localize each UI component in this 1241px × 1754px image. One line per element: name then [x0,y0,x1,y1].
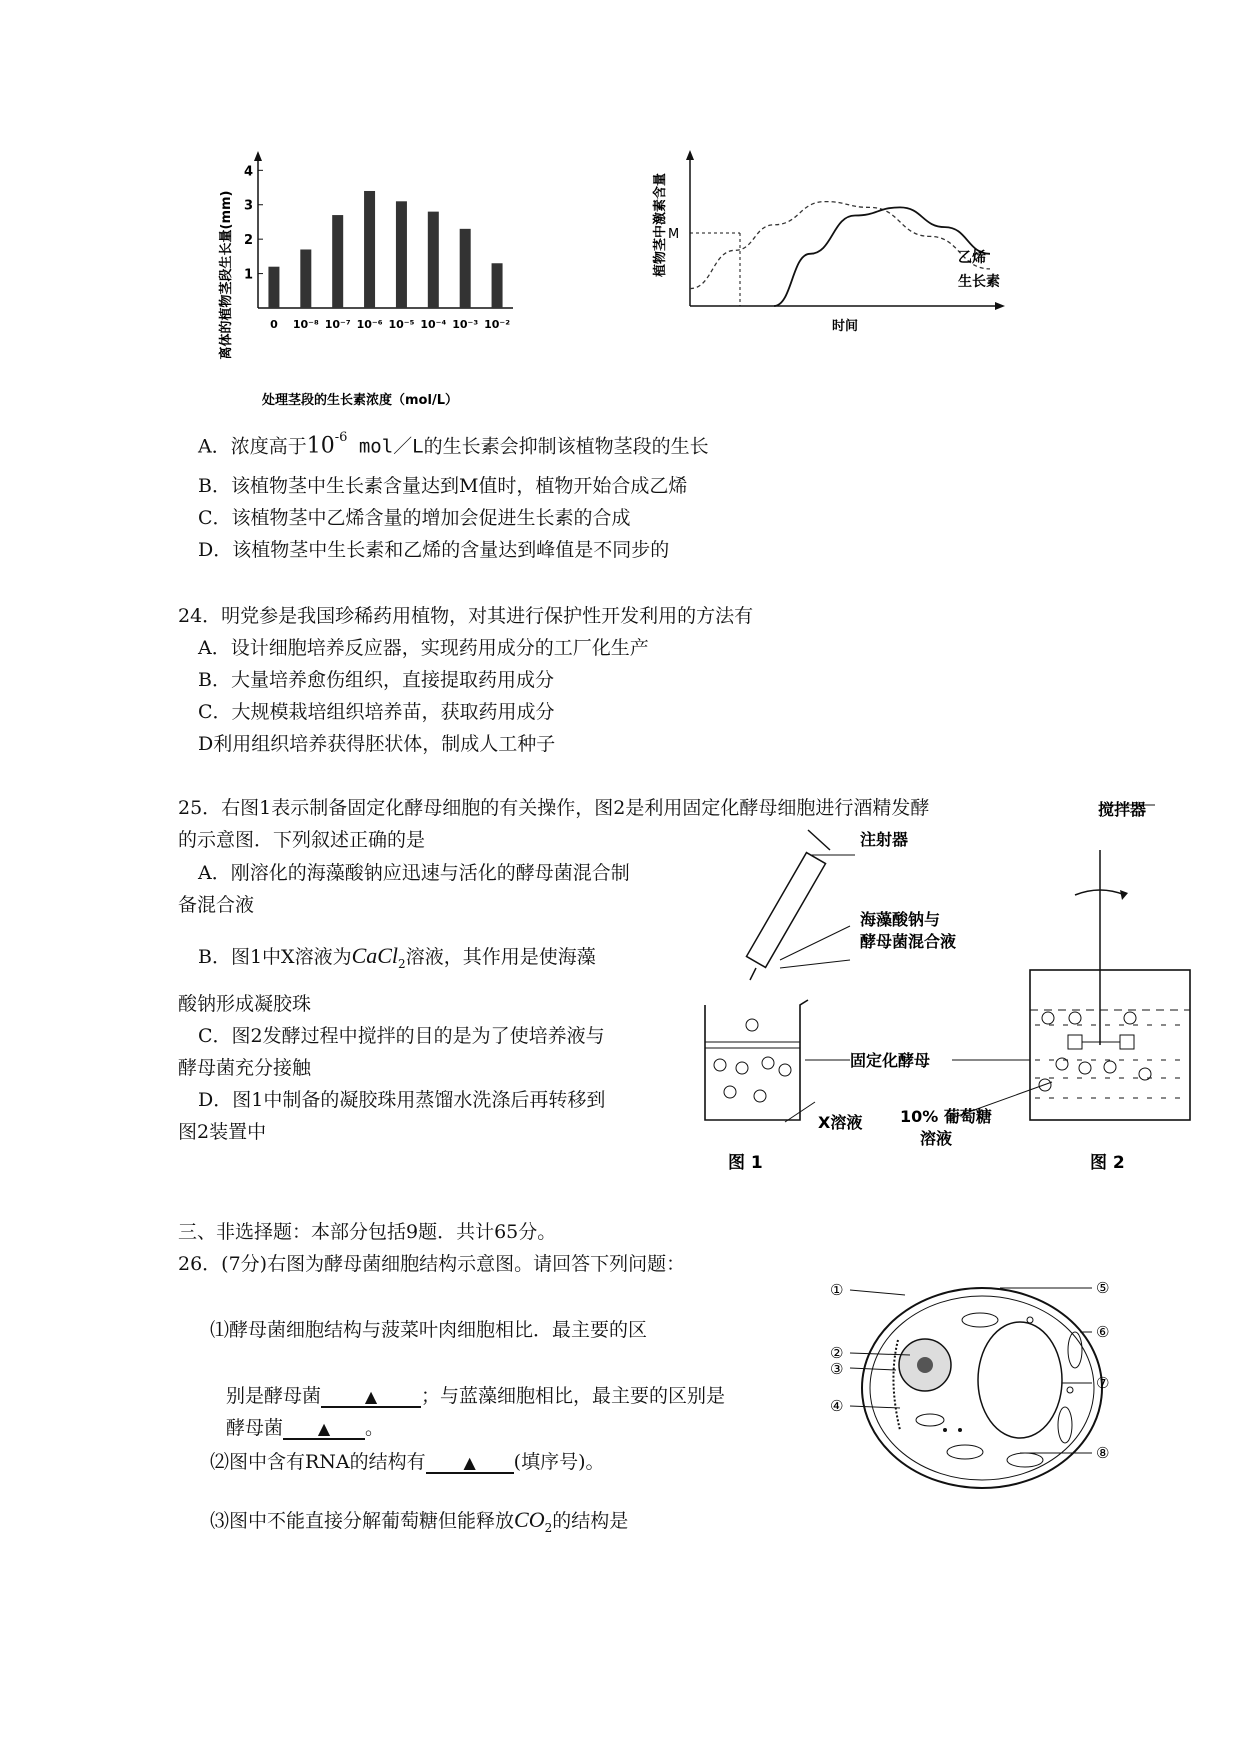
bar [396,201,407,308]
power-base: 10 [306,433,335,459]
label-mix-line1: 海藻酸钠与 [860,910,941,929]
bar [492,263,503,308]
answer-blank-2[interactable]: ▲ [283,1420,365,1440]
series-label-ethylene: 乙烯 [958,250,986,266]
chart1-x-tick: 10⁻⁴ [420,318,447,331]
q23-option-a: A．浓度高于$10^{-6}$ mol／L的生长素会抑制该植物茎段的生长 [198,430,709,459]
series-label-auxin: 生长素 [958,274,1000,290]
bar [364,191,375,308]
chart1-x-tick: 10⁻² [484,318,511,331]
chart1-y-tick: 3 [244,198,254,214]
q25-stem-line2: 的示意图．下列叙述正确的是 [178,829,426,851]
q24-stem: 24．明党参是我国珍稀药用植物，对其进行保护性开发利用的方法有 [178,605,754,627]
bar [332,215,343,308]
q25-option-d-line1: D．图1中制备的凝胶珠用蒸馏水洗涤后再转移到 [198,1089,606,1111]
bar [460,229,471,308]
syringe-icon [746,830,830,980]
q25-option-a-line2: 备混合液 [178,894,255,916]
bar [268,267,279,308]
q26-part1-line3: 酵母菌 ▲ 。 [226,1417,385,1439]
q24-option-c: C．大规模栽培组织培养苗，获取药用成分 [198,701,555,723]
cell-label-2: ② [830,1344,844,1362]
chart1-x-tick: 10⁻⁶ [356,318,383,331]
chart1-x-tick: 10⁻⁵ [388,318,415,331]
label-glucose-line1: 10% 葡萄糖 [900,1107,992,1126]
q25-option-b-line2: 酸钠形成凝胶珠 [178,993,312,1015]
fermentation-figure [690,800,1210,1190]
q24-option-a: A．设计细胞培养反应器，实现药用成分的工厂化生产 [198,637,649,659]
yeast-cell-diagram [830,1280,1130,1490]
q25-option-b-line1: B．图1中X溶液为CaCl$_2$溶液，其作用是使海藻 [198,943,596,971]
growth-bar-chart [220,150,550,410]
chart1-x-tick: 10⁻⁸ [292,318,319,331]
q25-option-a-line1: A．刚溶化的海藻酸钠应迅速与活化的酵母菌混合制 [198,862,630,884]
power-exponent: -6 [334,430,348,445]
chart1-x-tick: 0 [270,318,278,331]
cell-label-6: ⑥ [1096,1323,1110,1341]
fermenter-2-icon [1030,850,1190,1120]
mitochondrion [962,1313,998,1327]
bar [300,249,311,308]
chart1-y-label: 离体的植物茎段生长量(mm) [219,190,234,360]
cell-label-5: ⑤ [1096,1279,1110,1297]
chart1-y-tick: 2 [244,233,254,249]
q23-option-b: B．该植物茎中生长素含量达到M值时，植物开始合成乙烯 [198,475,688,497]
chart2-x-label: 时间 [831,319,859,334]
cacl2-formula: CaCl [351,943,399,968]
q26-part3: ⑶图中不能直接分解葡萄糖但能释放$CO_2$的结构是 [210,1507,629,1535]
bar [428,212,439,308]
label-fig2: 图 2 [1090,1153,1125,1173]
q25-stem-line1: 25．右图1表示制备固定化酵母细胞的有关操作，图2是利用固定化酵母细胞进行酒精发酵 [178,797,930,819]
label-x-solution: X溶液 [818,1113,863,1132]
cell-label-3: ③ [830,1360,844,1378]
chart1-x-label: 处理茎段的生长素浓度（mol/L） [262,393,458,408]
label-immobilized-yeast: 固定化酵母 [850,1051,931,1070]
q25-option-c-line1: C．图2发酵过程中搅拌的目的是为了使培养液与 [198,1025,605,1047]
q23-option-c: C．该植物茎中乙烯含量的增加会促进生长素的合成 [198,507,631,529]
label-syringe: 注射器 [860,830,909,849]
label-mix-line2: 酵母菌混合液 [860,932,957,951]
auxin-curve [690,202,990,289]
q25-option-d-line2: 图2装置中 [178,1121,267,1143]
q25-option-c-line2: 酵母菌充分接触 [178,1057,312,1079]
answer-blank-1[interactable]: ▲ [321,1388,421,1408]
label-stirrer: 搅拌器 [1098,800,1147,819]
q26-stem: 26．(7分)右图为酵母菌细胞结构示意图。请回答下列问题： [178,1253,686,1275]
beaker-1-icon [705,1000,808,1120]
q26-part1-line1: ⑴酵母菌细胞结构与菠菜叶肉细胞相比．最主要的区 [210,1319,648,1341]
chart1-y-tick: 1 [244,267,254,283]
answer-blank-3[interactable]: ▲ [426,1454,514,1474]
chart1-x-tick: 10⁻⁷ [324,318,351,331]
label-fig1: 图 1 [728,1153,763,1173]
chart2-y-label: 植物茎中激素含量 [653,172,668,278]
q26-part1-line2: 别是酵母菌 ▲ ；与蓝藻细胞相比，最主要的区别是 [226,1385,726,1407]
cell-label-1: ① [830,1281,844,1299]
section-3-heading: 三、非选择题：本部分包括9题．共计65分。 [178,1221,557,1243]
cell-label-8: ⑧ [1096,1444,1110,1462]
chart1-x-tick: 10⁻³ [452,318,479,331]
co2-formula: CO [514,1507,545,1532]
label-glucose-line2: 溶液 [920,1129,953,1148]
m-label: M [668,227,680,242]
cell-label-7: ⑦ [1096,1374,1110,1392]
cell-label-4: ④ [830,1397,844,1415]
chart1-y-tick: 4 [244,164,254,180]
q24-option-b: B．大量培养愈伤组织，直接提取药用成分 [198,669,554,691]
vacuole [978,1322,1062,1438]
hormone-line-chart [640,150,1020,380]
q24-option-d: D利用组织培养获得胚状体，制成人工种子 [198,733,556,755]
q23-option-d: D．该植物茎中生长素和乙烯的含量达到峰值是不同步的 [198,539,670,561]
q26-part2: ⑵图中含有RNA的结构有 ▲ (填序号)。 [210,1451,605,1473]
